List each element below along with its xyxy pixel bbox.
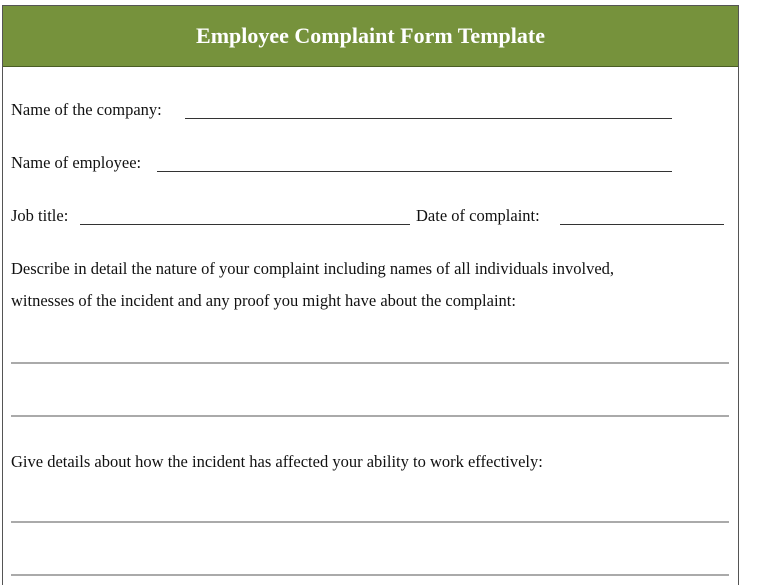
- form-header: [3, 6, 738, 67]
- job-title-field[interactable]: [80, 224, 410, 225]
- job-title-label: Job title:: [11, 206, 69, 225]
- complaint-prompt-line1: Describe in detail the nature of your complaint including names of all individuals involved,: [11, 259, 615, 278]
- complaint-answer-line[interactable]: [11, 415, 729, 417]
- employee-field[interactable]: [157, 171, 672, 172]
- date-field[interactable]: [560, 224, 724, 225]
- complaint-prompt-line2: witnesses of the incident and any proof you might have about the complaint:: [11, 291, 516, 310]
- effect-prompt: Give details about how the incident has affected your ability to work effectively:: [11, 452, 543, 471]
- complaint-answer-line[interactable]: [11, 362, 729, 364]
- effect-answer-line[interactable]: [11, 521, 729, 523]
- form-title: Employee Complaint Form Template: [196, 23, 545, 48]
- company-field[interactable]: [185, 118, 672, 119]
- company-label: Name of the company:: [11, 100, 162, 119]
- date-label: Date of complaint:: [416, 206, 540, 225]
- employee-label: Name of employee:: [11, 153, 142, 172]
